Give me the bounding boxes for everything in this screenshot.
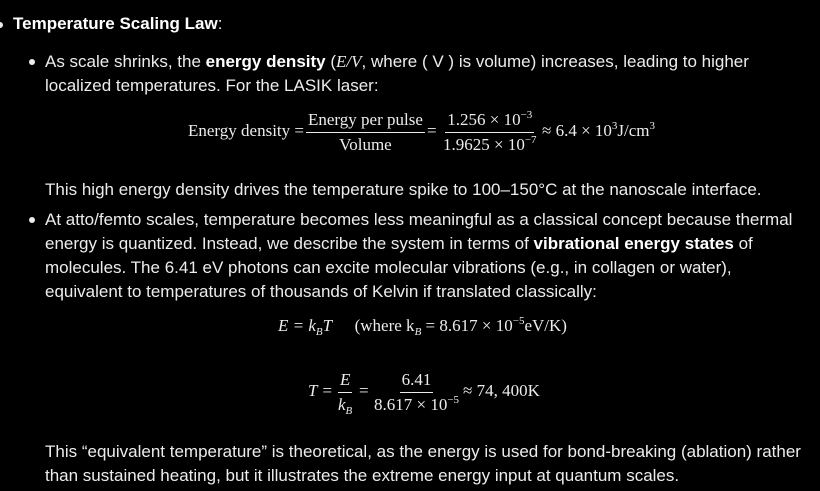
eq3-lhs-text: T = — [308, 381, 333, 400]
eq3-frac2-numerator: 6.41 — [400, 370, 434, 393]
heading-bold: Temperature Scaling Law — [13, 14, 218, 33]
eq2-paren-mid: = 8.617 × 10 — [421, 316, 513, 335]
eq1-frac2-numerator — [445, 110, 534, 133]
eq3-frac1-den-text: k — [338, 395, 346, 414]
eq3-approx: ≈ 74, 400K — [463, 381, 540, 400]
eq2-lhs-sub: B — [315, 326, 323, 338]
eq1-frac1-denominator: Volume — [339, 135, 392, 154]
bullet-2-part2: of molecules. The 6.41 eV photons can excite molecular vibrations (e.g., in collagen or water), equivalent to temperatures of thousands of Kelvin if translated classically: — [45, 234, 753, 301]
bullet-1-bold: energy density — [205, 52, 326, 71]
eq3-frac2-den-base: 8.617 × 10 — [374, 395, 448, 414]
eq2-lhs: E = k — [278, 316, 316, 335]
bullet-1-dot — [29, 59, 35, 65]
paragraph-1: This high energy density drives the temperature spike to 100–150°C at the nanoscale interface. — [45, 180, 762, 199]
paragraph-2: This “equivalent temperature” is theoretical, as the energy is used for bond-breaking (ablation) rather than sustained heating, but it illustrates the extreme energy input at quantum scales. — [45, 442, 801, 485]
eq3-frac1-denominator — [336, 393, 354, 415]
bullet-2-bold: vibrational energy states — [533, 234, 734, 253]
eq1-lhs: Energy density = — [188, 121, 304, 140]
eq1-frac1-numerator: Energy per pulse — [306, 110, 425, 133]
eq2-lhs-t: T — [322, 316, 333, 335]
bullet-1-part1: As scale shrinks, the — [45, 52, 206, 71]
section-heading — [13, 14, 222, 34]
eq2-paren-open: (where k — [354, 316, 415, 335]
eq1-frac2-den-exp: −7 — [524, 134, 537, 146]
eq1-approx-base: ≈ 6.4 × 10 — [542, 121, 612, 140]
eq1-fraction-1 — [306, 110, 425, 155]
eq1-frac2-den-base: 1.9625 × 10 — [443, 135, 525, 154]
eq3-frac1-den-sub: B — [345, 405, 353, 417]
bullet-1-part3: , where ( V ) is volume) increases, leading to higher localized temperatures. For the LASIK laser: — [45, 52, 749, 95]
eq1-unit: J/cm — [617, 121, 650, 140]
eq2-paren-exp: −5 — [512, 315, 525, 327]
eq1-unit-exp: 3 — [649, 120, 656, 132]
top-bullet — [0, 22, 3, 28]
bullet-1-text — [45, 50, 805, 98]
eq3-frac1-numerator — [338, 370, 352, 393]
eq1-frac2-num-exp: −3 — [520, 109, 533, 121]
eq1-approx-exp: 3 — [611, 120, 618, 132]
eq3-equals: = — [359, 381, 369, 400]
bullet-1-math: E/V — [336, 52, 362, 71]
eq3-frac2-denominator — [372, 393, 461, 415]
eq3-fraction-1 — [336, 370, 354, 415]
eq2 — [278, 316, 567, 336]
eq1-frac2-denominator — [441, 133, 539, 155]
eq1-equals: = — [427, 121, 437, 140]
eq3-frac2-den-exp: −5 — [447, 394, 460, 406]
eq2-paren-unit: eV/K) — [524, 316, 567, 335]
bullet-2-part1: At atto/femto scales, temperature becomes less meaningful as a classical concept because thermal energy is quantized. Instead, we describe the system in terms of — [45, 210, 793, 253]
bullet-2-dot — [29, 217, 35, 223]
eq2-paren-sub: B — [414, 326, 422, 338]
eq3-lhs — [308, 381, 333, 401]
eq1-frac2-num-base: 1.256 × 10 — [447, 110, 521, 129]
eq1-approx — [542, 121, 655, 141]
eq3-fraction-2 — [372, 370, 461, 415]
eq1-fraction-2 — [441, 110, 539, 155]
heading-suffix: : — [217, 14, 223, 33]
eq3-frac1-num-text: E — [339, 370, 351, 389]
bullet-1-part2: ( — [325, 52, 337, 71]
bullet-2-text — [45, 208, 805, 304]
